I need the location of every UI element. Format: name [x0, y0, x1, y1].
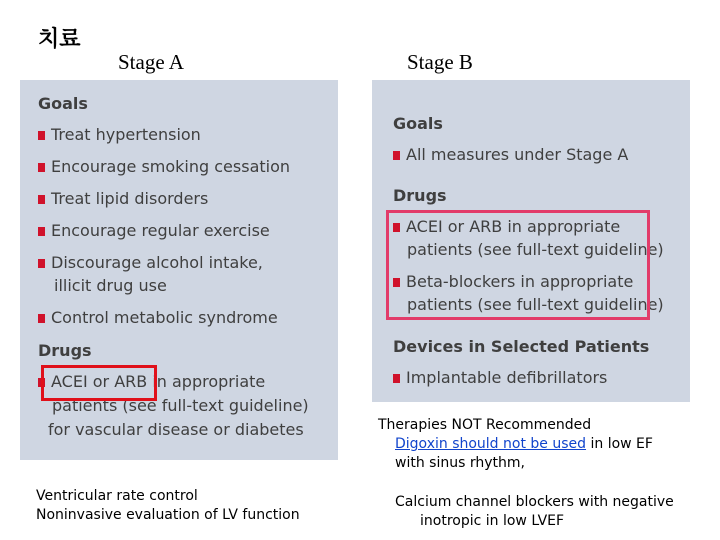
stage-b-drugs-heading: Drugs [393, 186, 447, 205]
stage-a-goal-item: Treat lipid disorders [38, 187, 208, 210]
drugs-highlight-box [386, 210, 650, 320]
stage-a-goal-item: Encourage regular exercise [38, 219, 270, 242]
digoxin-link[interactable]: Digoxin should not be used [395, 436, 587, 452]
bullet-icon [38, 227, 45, 236]
stage-a-goals-heading: Goals [38, 94, 88, 113]
bullet-icon [38, 163, 45, 172]
stage-a-drug-item: ACEI or ARB in appropriate [38, 370, 265, 393]
acei-arb-highlight-box [41, 365, 157, 401]
stage-a-goal-item: Discourage alcohol intake, [38, 251, 263, 274]
bullet-icon [38, 259, 45, 268]
stage-a-goal-item: Treat hypertension [38, 123, 201, 146]
stage-a-footer-line: Noninvasive evaluation of LV function [36, 507, 300, 523]
bullet-icon [38, 195, 45, 204]
stage-a-goal-item: Encourage smoking cessation [38, 155, 290, 178]
bullet-icon [393, 151, 400, 160]
stage-a-drug-continuation: patients (see full-text guideline) [52, 396, 309, 415]
stage-a-footer-line: Ventricular rate control [36, 488, 198, 504]
stage-b-drug-continuation: patients (see full-text guideline) [407, 240, 664, 259]
bullet-icon [393, 374, 400, 383]
stage-a-drugs-heading: Drugs [38, 341, 92, 360]
digoxin-note-continuation: with sinus rhythm, [395, 455, 525, 471]
bullet-icon [38, 314, 45, 323]
stage-a-goal-continuation: illicit drug use [54, 276, 167, 295]
page-title: 치료 [38, 27, 81, 52]
ccb-note-continuation: inotropic in low LVEF [420, 513, 565, 529]
stage-b-drug-item: ACEI or ARB in appropriate [393, 215, 620, 238]
stage-a-label: Stage A [118, 50, 184, 74]
stage-a-drug-continuation: for vascular disease or diabetes [48, 420, 304, 439]
bullet-icon [38, 131, 45, 140]
not-recommended-heading: Therapies NOT Recommended [378, 417, 592, 433]
stage-b-device-item: Implantable defibrillators [393, 366, 607, 389]
stage-b-label: Stage B [407, 50, 473, 74]
digoxin-note: Digoxin should not be used in low EF [395, 436, 653, 452]
stage-b-goal-item: All measures under Stage A [393, 143, 628, 166]
stage-b-drug-item: Beta-blockers in appropriate [393, 270, 633, 293]
stage-a-goal-item: Control metabolic syndrome [38, 306, 278, 329]
stage-b-goals-heading: Goals [393, 114, 443, 133]
stage-b-devices-heading: Devices in Selected Patients [393, 337, 650, 356]
ccb-note: Calcium channel blockers with negative [395, 494, 674, 510]
stage-b-drug-continuation: patients (see full-text guideline) [407, 295, 664, 314]
